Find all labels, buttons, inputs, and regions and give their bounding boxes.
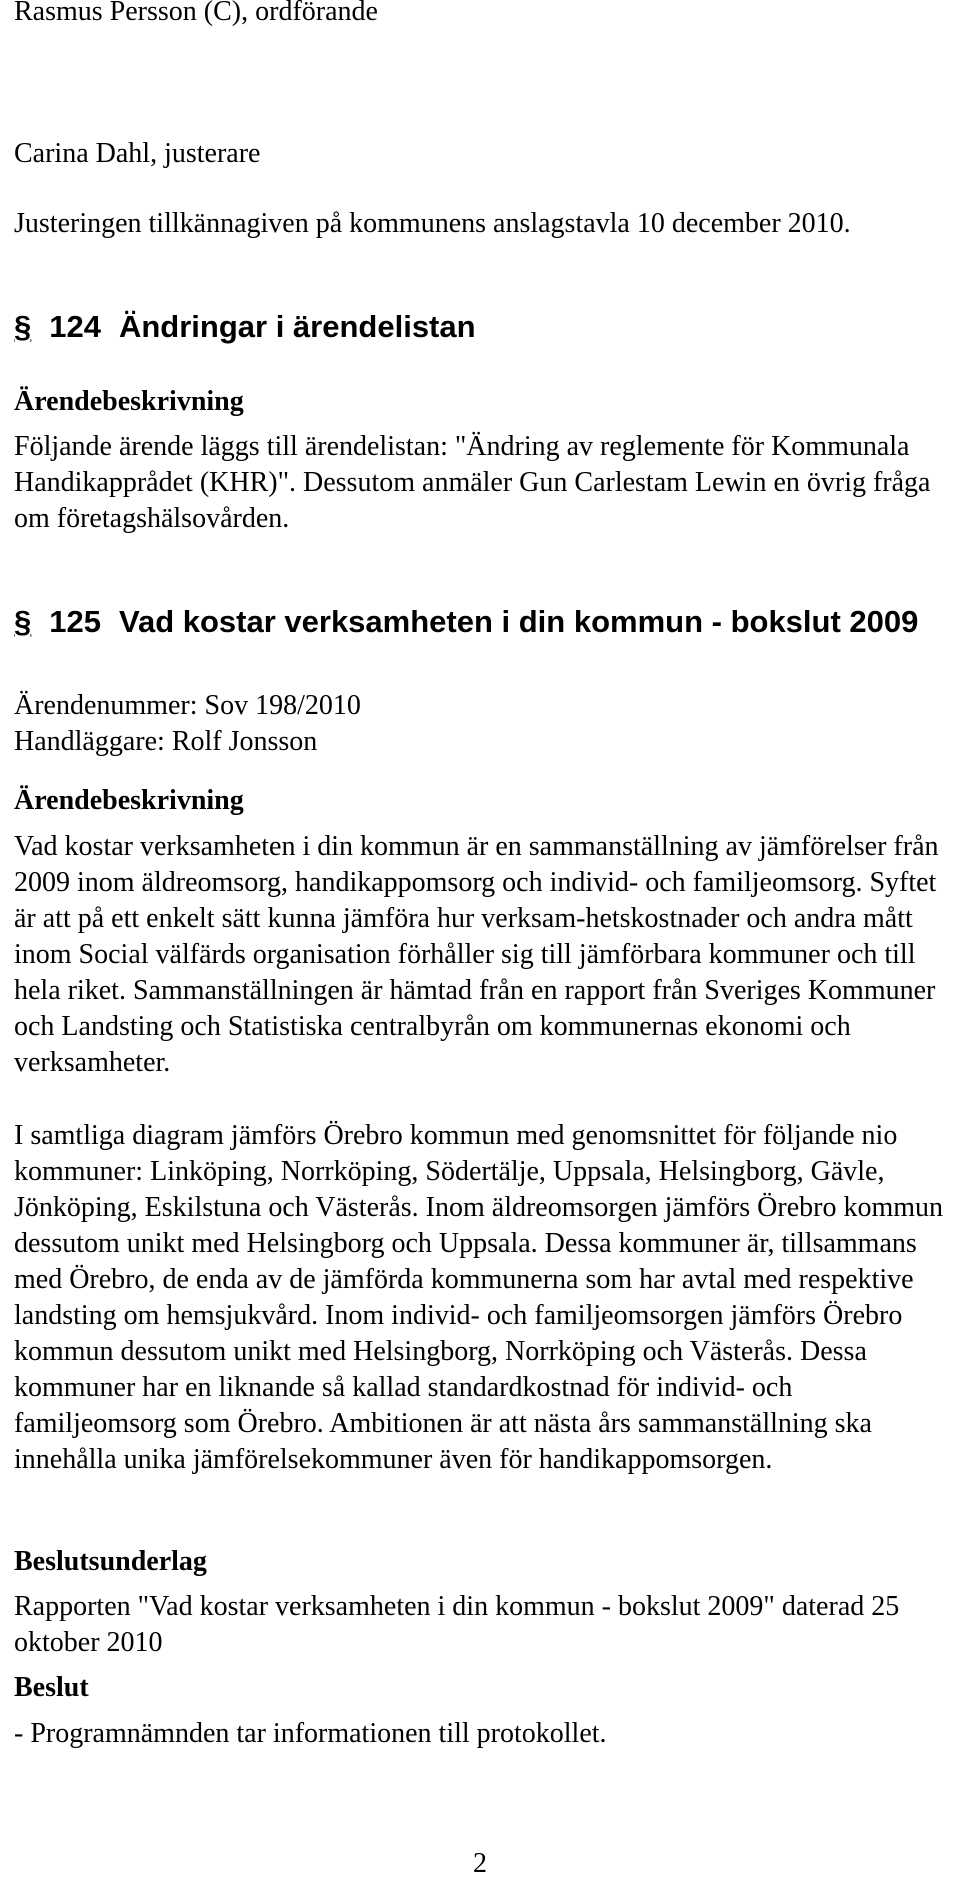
section-sign: § <box>14 309 32 344</box>
section-124-subheading: Ärendebeskrivning <box>14 386 244 417</box>
chair-signature: Rasmus Persson (C), ordförande <box>14 0 378 27</box>
section-125-body-2: I samtliga diagram jämförs Örebro kommun med genomsnittet för följande nio kommuner: Linköping, Norrköping, Södertälje, Uppsala, Helsingborg, Gävle, Jönköping, Eskilstuna och Västerås. Inom äldreomsorgen jämförs Örebro kommun dessutom unikt med Helsingborg och Uppsala. Dessa kommuner är, tillsammans med Örebro, de enda av de jämförda kommunerna som har avtal med respektive landsting om hemsjukvård. Inom individ- och familjeomsorgen jämförs Örebro kommun dessutom unikt med Helsingborg, Norrköping och Västerås. Dessa kommuner har en liknande så kallad standardkostnad för individ- och familjeomsorg som Örebro. Ambitionen är att nästa års sammanställning ska innehålla unika jämförelsekommuner även för handikappomsorgen. <box>14 1120 944 1475</box>
section-124-body: Följande ärende läggs till ärendelistan: "Ändring av reglemente för Kommunala Handikapprådet (KHR)". Dessutom anmäler Gun Carlestam Lewin en övrig fråga om företagshälsovården. <box>14 431 931 534</box>
section-125-subheading: Ärendebeskrivning <box>14 785 244 816</box>
section-125-body-1: Vad kostar verksamheten i din kommun är en sammanställning av jämförelser från 2009 inom äldreomsorg, handikappomsorg och individ- och familjeomsorg. Syftet är att på ett enkelt sätt kunna jämföra hur verksam-hetskostnader och andra mått inom Social välfärds organisation förhåller sig till jämförbara kommuner och till hela riket. Sammanställningen är hämtad från en rapport från Sveriges Kommuner och Landsting och Statistiska centralbyrån om kommunernas ekonomi och verksamheter. <box>14 831 939 1078</box>
section-title: Vad kostar verksamheten i din kommun - bokslut 2009 <box>118 604 919 639</box>
page-number: 2 <box>473 1848 487 1879</box>
section-number: 124 <box>49 309 101 344</box>
section-125-heading <box>14 601 944 643</box>
announcement-text: Justeringen tillkännagiven på kommunens anslagstavla 10 december 2010. <box>14 208 851 239</box>
basis-text: Rapporten "Vad kostar verksamheten i din kommun - bokslut 2009" daterad 25 oktober 2010 <box>14 1591 900 1658</box>
basis-heading: Beslutsunderlag <box>14 1546 207 1577</box>
case-number: Ärendenummer: Sov 198/2010 <box>14 690 361 721</box>
decision-heading: Beslut <box>14 1672 89 1703</box>
adjuster-signature: Carina Dahl, justerare <box>14 138 261 169</box>
section-124-heading <box>14 306 944 348</box>
section-number: 125 <box>49 604 101 639</box>
section-sign: § <box>14 604 32 639</box>
decision-text: - Programnämnden tar informationen till protokollet. <box>14 1718 607 1749</box>
handler: Handläggare: Rolf Jonsson <box>14 726 318 757</box>
section-title: Ändringar i ärendelistan <box>118 309 476 344</box>
